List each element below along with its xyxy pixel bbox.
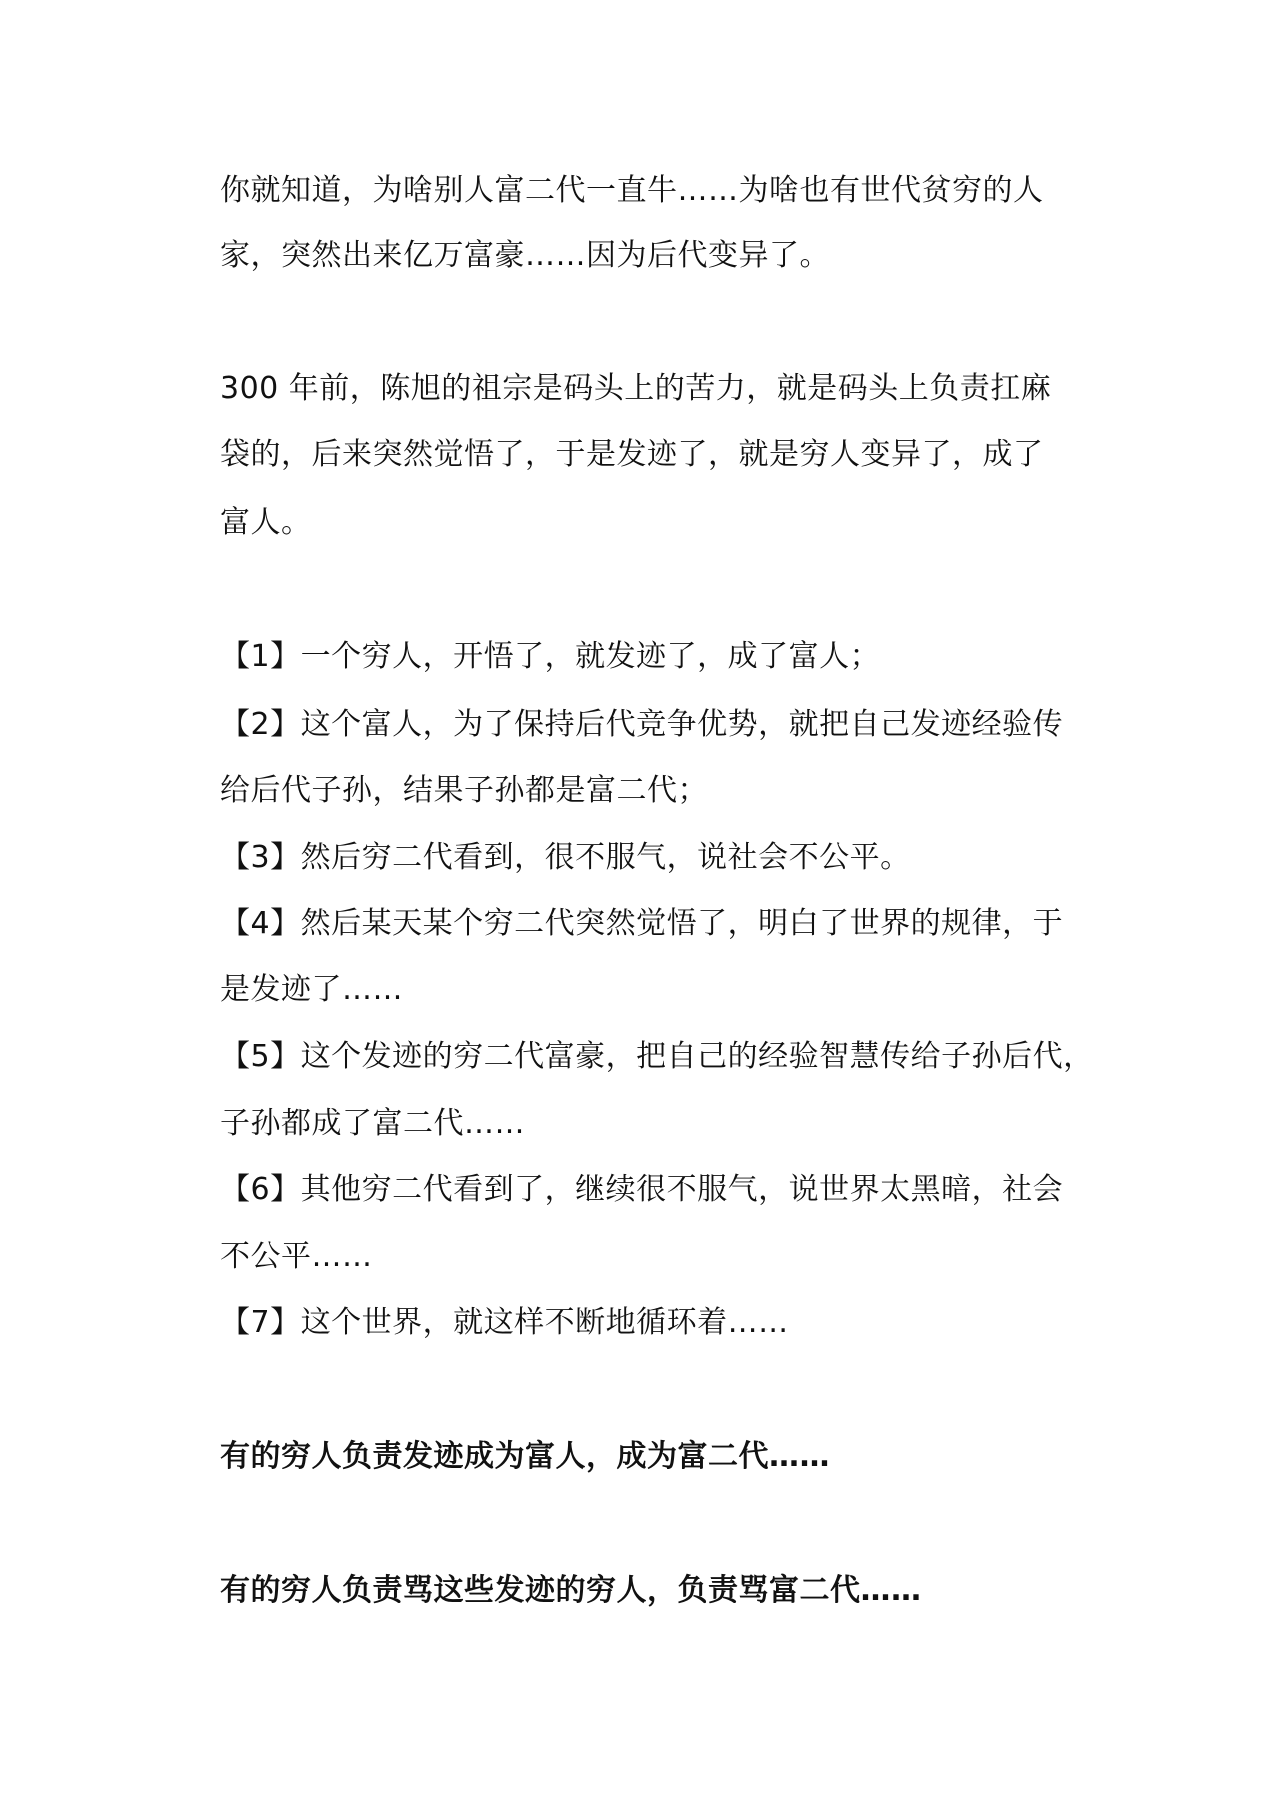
bold-statement-1: 有的穷人负责发迹成为富人，成为富二代…… xyxy=(220,1439,830,1474)
list-line-8: 子孙都成了富二代…… xyxy=(220,1106,525,1141)
list-line-11: 【7】这个世界，就这样不断地循环着…… xyxy=(220,1305,789,1340)
paragraph-2-line-3: 富人。 xyxy=(220,505,312,540)
list-line-3: 给后代子孙，结果子孙都是富二代； xyxy=(220,773,708,808)
list-line-10: 不公平…… xyxy=(220,1239,373,1274)
paragraph-1-line-1: 你就知道，为啥别人富二代一直牛……为啥也有世代贫穷的人 xyxy=(220,173,1044,208)
list-line-2: 【2】这个富人，为了保持后代竞争优势，就把自己发迹经验传 xyxy=(220,707,1064,742)
list-line-6: 是发迹了…… xyxy=(220,972,403,1007)
list-line-9: 【6】其他穷二代看到了，继续很不服气，说世界太黑暗，社会 xyxy=(220,1172,1064,1207)
list-line-4: 【3】然后穷二代看到，很不服气，说社会不公平。 xyxy=(220,840,911,875)
list-line-5: 【4】然后某天某个穷二代突然觉悟了，明白了世界的规律，于 xyxy=(220,906,1064,941)
paragraph-2-line-1: 300 年前，陈旭的祖宗是码头上的苦力，就是码头上负责扛麻 xyxy=(220,371,1052,406)
list-line-7: 【5】这个发迹的穷二代富豪，把自己的经验智慧传给子孙后代， xyxy=(220,1039,1094,1074)
bold-statement-2: 有的穷人负责骂这些发迹的穷人，负责骂富二代…… xyxy=(220,1573,922,1608)
list-line-1: 【1】一个穷人，开悟了，就发迹了，成了富人； xyxy=(220,639,881,674)
paragraph-2-line-2: 袋的，后来突然觉悟了，于是发迹了，就是穷人变异了，成了 xyxy=(220,437,1044,472)
paragraph-1-line-2: 家，突然出来亿万富豪……因为后代变异了。 xyxy=(220,238,830,273)
